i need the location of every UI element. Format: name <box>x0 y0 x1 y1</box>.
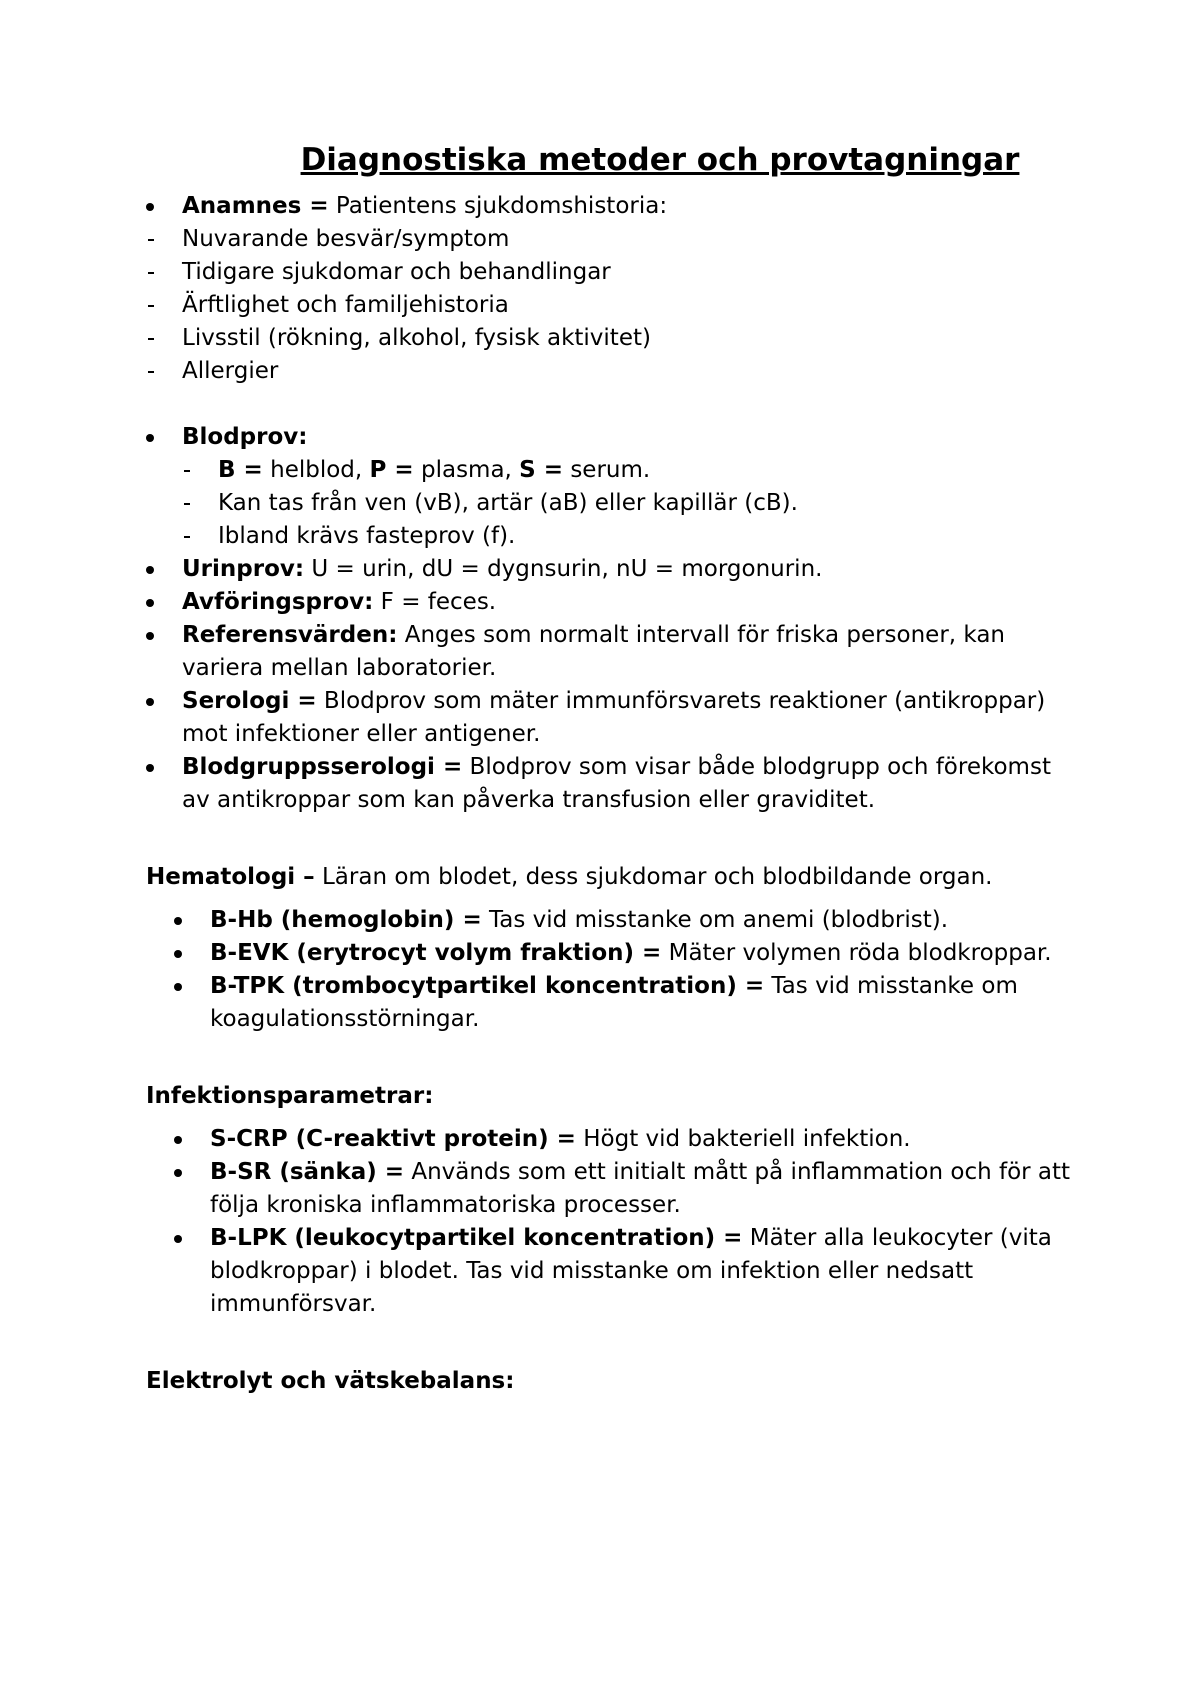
page-title: Diagnostiska metoder och provtagningar <box>300 142 1020 178</box>
term-bevk: B-EVK (erytrocyt volym fraktion) = <box>210 940 662 966</box>
spacer <box>146 1036 1080 1080</box>
term-blpk: B-LPK (leukocytpartikel koncentration) = <box>210 1225 743 1251</box>
section-elektrolyt <box>146 1365 1080 1398</box>
main-list-2 <box>146 421 1080 454</box>
term-bhb: B-Hb (hemoglobin) = <box>210 907 482 933</box>
sublist-text: Livsstil (rökning, alkohol, fysisk aktivitet) <box>182 325 651 351</box>
blodprov-sublist <box>146 454 1080 553</box>
text-bevk: Mäter volymen röda blodkroppar. <box>661 940 1052 966</box>
text-btpk: Tas vid misstanke om koagulationsstörningar. <box>210 973 1018 1032</box>
sublist-text: Kan tas från ven (vB), artär (aB) eller kapillär (cB). <box>218 490 798 516</box>
anamnes-sublist <box>146 223 1080 388</box>
list-item-blodprov <box>146 421 1080 454</box>
list-item-urinprov <box>146 553 1080 586</box>
list-item <box>146 223 1080 256</box>
main-list-3 <box>146 553 1080 817</box>
text-serologi: Blodprov som mäter immunförsvarets reaktioner (antikroppar) mot infektioner eller antigener. <box>182 688 1046 747</box>
heading-elektrolyt: Elektrolyt och vätskebalans: <box>146 1368 515 1394</box>
list-item-blodgruppsserologi <box>146 751 1080 817</box>
list-item <box>146 355 1080 388</box>
text-hematologi: Läran om blodet, dess sjukdomar och blodbildande organ. <box>314 864 993 890</box>
term-s: S = <box>519 457 564 483</box>
text-p: plasma, <box>413 457 520 483</box>
term-blodprov: Blodprov: <box>182 424 308 450</box>
text-scrp: Högt vid bakteriell infektion. <box>575 1126 911 1152</box>
text-bhb: Tas vid misstanke om anemi (blodbrist). <box>481 907 949 933</box>
list-item <box>146 289 1080 322</box>
text-blpk: Mäter alla leukocyter (vita blodkroppar) i blodet. Tas vid misstanke om infektion eller nedsatt immunförsvar. <box>210 1225 1052 1317</box>
term-bsr: B-SR (sänka) = <box>210 1159 405 1185</box>
text-b: helblod, <box>262 457 370 483</box>
text-s: serum. <box>563 457 651 483</box>
term-avforingsprov: Avföringsprov: <box>182 589 374 615</box>
list-item <box>146 256 1080 289</box>
list-item <box>174 1222 1080 1321</box>
text-referensvarden: Anges som normalt intervall för friska personer, kan variera mellan laboratorier. <box>182 622 1006 681</box>
term-anamnes: Anamnes = <box>182 193 329 219</box>
list-item <box>174 937 1080 970</box>
sublist-text: Tidigare sjukdomar och behandlingar <box>182 259 611 285</box>
sublist-text: Ibland krävs fasteprov (f). <box>218 523 516 549</box>
list-item <box>182 487 1080 520</box>
list-item-serologi <box>146 685 1080 751</box>
term-p: P = <box>369 457 414 483</box>
spacer <box>146 1321 1080 1365</box>
text-bsr: Används som ett initialt mått på inflammation och för att följa kroniska inflammatoriska processer. <box>210 1159 1071 1218</box>
term-referensvarden: Referensvärden: <box>182 622 398 648</box>
list-item <box>182 454 1080 487</box>
text-avforingsprov: F = feces. <box>373 589 497 615</box>
heading-infektion: Infektionsparametrar: <box>146 1083 434 1109</box>
sublist-text: Allergier <box>182 358 279 384</box>
list-item <box>174 1123 1080 1156</box>
heading-hematologi: Hematologi – <box>146 864 315 890</box>
main-list <box>146 190 1080 223</box>
term-b: B = <box>218 457 263 483</box>
list-item <box>174 970 1080 1036</box>
term-scrp: S-CRP (C-reaktivt protein) = <box>210 1126 576 1152</box>
list-item-anamnes <box>146 190 1080 223</box>
sublist-text: Nuvarande besvär/symptom <box>182 226 510 252</box>
term-serologi: Serologi = <box>182 688 317 714</box>
sublist-text: Ärftlighet och familjehistoria <box>182 292 509 318</box>
list-item <box>146 322 1080 355</box>
spacer <box>146 388 1080 421</box>
term-btpk: B-TPK (trombocytpartikel koncentration) = <box>210 973 765 999</box>
text-blodgruppsserologi: Blodprov som visar både blodgrupp och förekomst av antikroppar som kan påverka transfusion eller graviditet. <box>182 754 1051 813</box>
section-hematologi <box>146 861 1080 894</box>
infektion-list <box>146 1123 1080 1321</box>
section-infektion <box>146 1080 1080 1113</box>
list-item-avforingsprov <box>146 586 1080 619</box>
list-item <box>182 520 1080 553</box>
term-blodgruppsserologi: Blodgruppsserologi = <box>182 754 463 780</box>
list-item <box>174 1156 1080 1222</box>
list-item <box>174 904 1080 937</box>
spacer <box>146 817 1080 861</box>
text-urinprov: U = urin, dU = dygnsurin, nU = morgonurin. <box>304 556 823 582</box>
list-item-referensvarden <box>146 619 1080 685</box>
term-urinprov: Urinprov: <box>182 556 305 582</box>
hematologi-list <box>146 904 1080 1036</box>
text-anamnes: Patientens sjukdomshistoria: <box>328 193 668 219</box>
